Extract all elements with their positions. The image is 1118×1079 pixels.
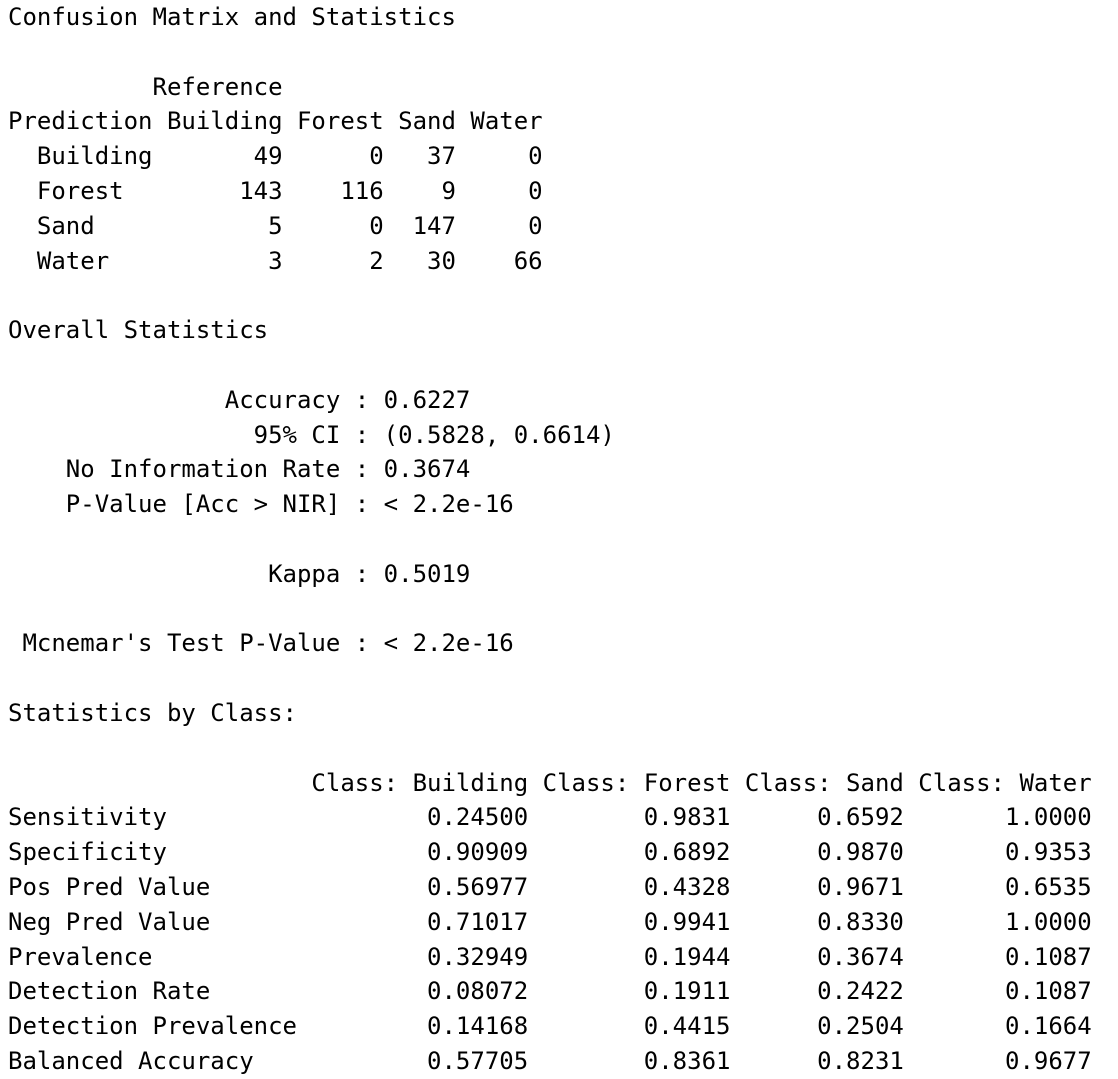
blank-line xyxy=(8,348,1118,383)
stat-kappa: Kappa : 0.5019 xyxy=(8,559,471,588)
blank-line xyxy=(8,592,1118,627)
class-stats-specificity: Specificity 0.90909 0.6892 0.9870 0.9353 xyxy=(8,838,1092,867)
stat-p-value: P-Value [Acc > NIR] : < 2.2e-16 xyxy=(8,490,514,519)
stat-no-information-rate: No Information Rate : 0.3674 xyxy=(8,455,471,484)
blank-line xyxy=(8,661,1118,696)
blank-line xyxy=(8,731,1118,766)
matrix-column-header: Prediction Building Forest Sand Water xyxy=(8,107,543,136)
class-stats-detection-rate: Detection Rate 0.08072 0.1911 0.2422 0.1087 xyxy=(8,977,1092,1006)
matrix-row-sand: Sand 5 0 147 0 xyxy=(8,211,543,240)
class-stats-balanced-accuracy: Balanced Accuracy 0.57705 0.8361 0.8231 0.9677 xyxy=(8,1046,1092,1075)
statistics-by-class-heading: Statistics by Class: xyxy=(8,698,297,727)
matrix-row-building: Building 49 0 37 0 xyxy=(8,142,543,171)
class-stats-header: Class: Building Class: Forest Class: Sand Class: Water xyxy=(8,768,1092,797)
blank-line xyxy=(8,35,1118,70)
class-stats-pos-pred-value: Pos Pred Value 0.56977 0.4328 0.9671 0.6535 xyxy=(8,872,1092,901)
matrix-row-forest: Forest 143 116 9 0 xyxy=(8,176,543,205)
class-stats-sensitivity: Sensitivity 0.24500 0.9831 0.6592 1.0000 xyxy=(8,803,1092,832)
class-stats-neg-pred-value: Neg Pred Value 0.71017 0.9941 0.8330 1.0000 xyxy=(8,907,1092,936)
stat-accuracy: Accuracy : 0.6227 xyxy=(8,385,471,414)
matrix-reference-header: Reference xyxy=(8,72,283,101)
blank-line xyxy=(8,522,1118,557)
stat-95-ci: 95% CI : (0.5828, 0.6614) xyxy=(8,420,615,449)
class-stats-prevalence: Prevalence 0.32949 0.1944 0.3674 0.1087 xyxy=(8,942,1092,971)
output-title: Confusion Matrix and Statistics xyxy=(8,3,456,31)
overall-statistics-heading: Overall Statistics xyxy=(8,316,269,345)
class-stats-detection-prevalence: Detection Prevalence 0.14168 0.4415 0.2504 0.1664 xyxy=(8,1012,1092,1041)
stat-mcnemar-p-value: Mcnemar's Test P-Value : < 2.2e-16 xyxy=(8,629,514,658)
blank-line xyxy=(8,278,1118,313)
matrix-row-water: Water 3 2 30 66 xyxy=(8,246,543,275)
